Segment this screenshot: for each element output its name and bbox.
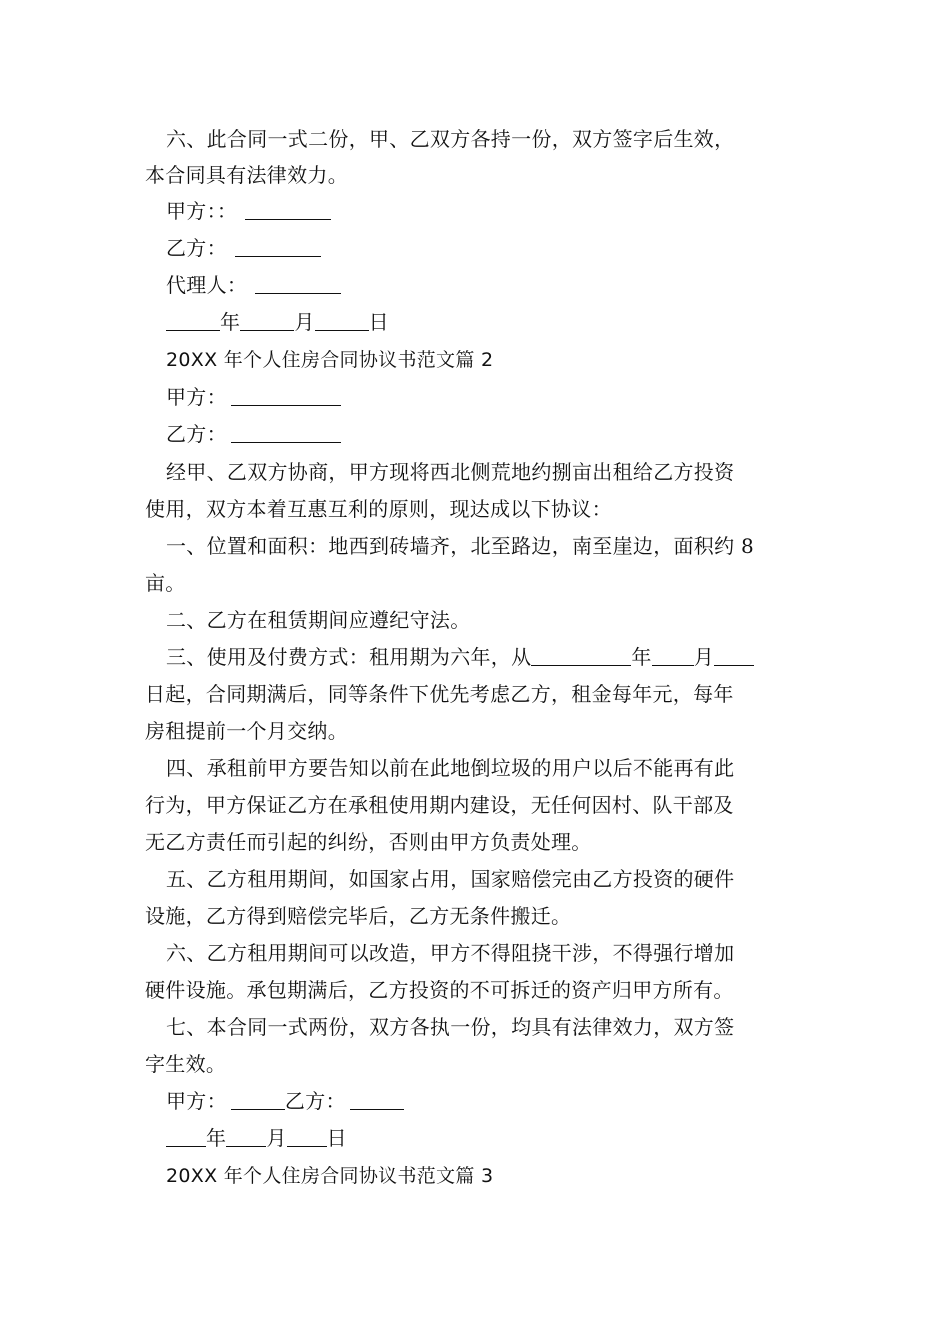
text: 行为，甲方保证乙方在承租使用期内建设，无任何因村、队干部及 [145,793,734,817]
intro-line-1 [166,459,831,485]
text: 年 [220,310,241,334]
clause-6b-line-1 [166,940,831,966]
blank-line [240,310,294,331]
section-heading-2 [166,347,831,373]
text: 20XX 年个人住房合同协议书范文篇 3 [166,1165,494,1187]
label: 甲方： [166,1089,227,1113]
clause-4-line-3 [145,829,810,855]
clause-6-line-1 [166,126,831,152]
text: 设施，乙方得到赔偿完毕后，乙方无条件搬迁。 [145,904,572,928]
blank-line [231,385,341,406]
label: 代理人： [166,273,248,297]
text: 20XX 年个人住房合同协议书范文篇 2 [166,349,494,371]
clause-7-line-1 [166,1014,831,1040]
clause-6b-line-2 [145,977,810,1003]
text: 月 [294,310,315,334]
blank-line [315,310,369,331]
text: 房租提前一个月交纳。 [145,719,348,743]
intro-line-2 [145,496,810,522]
blank-line [231,1089,285,1110]
date-line-1 [166,309,831,335]
blank-line [245,199,331,220]
label: 乙方： [166,422,227,446]
clause-5-line-2 [145,903,810,929]
clause-1-line-1 [166,533,831,559]
label: 甲方：： [166,199,238,223]
clause-5-line-1 [166,866,831,892]
text: 日 [326,1126,347,1150]
clause-4-line-1 [166,755,831,781]
clause-3-line-1 [166,644,831,670]
section-heading-3 [166,1163,831,1189]
blank-line [714,645,754,666]
blank-line [350,1089,404,1110]
signatures-line [166,1088,831,1114]
text: 年 [206,1126,227,1150]
text: 五、乙方租用期间，如国家占用，国家赔偿完由乙方投资的硬件 [166,867,735,891]
date-line-2 [166,1125,831,1151]
label: 甲方： [166,385,227,409]
blank-line [531,645,631,666]
blank-line [166,1126,206,1147]
blank-line [235,236,321,257]
text: 日起，合同期满后，同等条件下优先考虑乙方，租金每年元，每年 [145,682,734,706]
text: 日 [368,310,389,334]
label: 乙方： [284,1089,346,1113]
text: 月 [693,645,715,669]
clause-3-line-3 [145,718,810,744]
text: 经甲、乙双方协商，甲方现将西北侧荒地约捌亩出租给乙方投资 [166,460,735,484]
text: 四、承租前甲方要告知以前在此地倒垃圾的用户以后不能再有此 [166,756,735,780]
clause-3-line-2 [145,681,810,707]
text: 六、乙方租用期间可以改造，甲方不得阻挠干涉，不得强行增加 [166,941,735,965]
agent-signature [166,272,831,298]
label: 乙方： [166,236,227,260]
text: 一、位置和面积：地西到砖墙齐，北至路边，南至崖边，面积约 8 [166,534,755,558]
party-b-signature [166,235,831,261]
text: 六、此合同一式二份，甲、乙双方各持一份，双方签字后生效， [166,127,735,151]
text: 月 [266,1126,287,1150]
clause-1-line-2 [145,570,810,596]
text: 年 [631,645,652,669]
clause-7-line-2 [145,1051,810,1077]
text: 三、使用及付费方式：租用期为六年，从 [166,645,532,669]
text: 亩。 [145,571,186,595]
blank-line [226,1126,266,1147]
party-a-signature [166,198,831,224]
clause-4-line-2 [145,792,810,818]
text: 无乙方责任而引起的纠纷，否则由甲方负责处理。 [145,830,592,854]
blank-line [231,422,341,443]
text: 二、乙方在租赁期间应遵纪守法。 [166,608,471,632]
party-a-line [166,384,831,410]
blank-line [287,1126,327,1147]
clause-6-line-2 [145,162,810,188]
text: 字生效。 [145,1052,227,1076]
blank-line [255,273,341,294]
text: 本合同具有法律效力。 [145,163,348,187]
text: 硬件设施。承包期满后，乙方投资的不可拆迁的资产归甲方所有。 [145,978,734,1002]
text: 七、本合同一式两份，双方各执一份，均具有法律效力，双方签 [166,1015,735,1039]
blank-line [652,645,694,666]
text: 使用，双方本着互惠互利的原则，现达成以下协议： [145,497,612,521]
party-b-line [166,421,831,447]
clause-2 [166,607,831,633]
blank-line [166,310,220,331]
